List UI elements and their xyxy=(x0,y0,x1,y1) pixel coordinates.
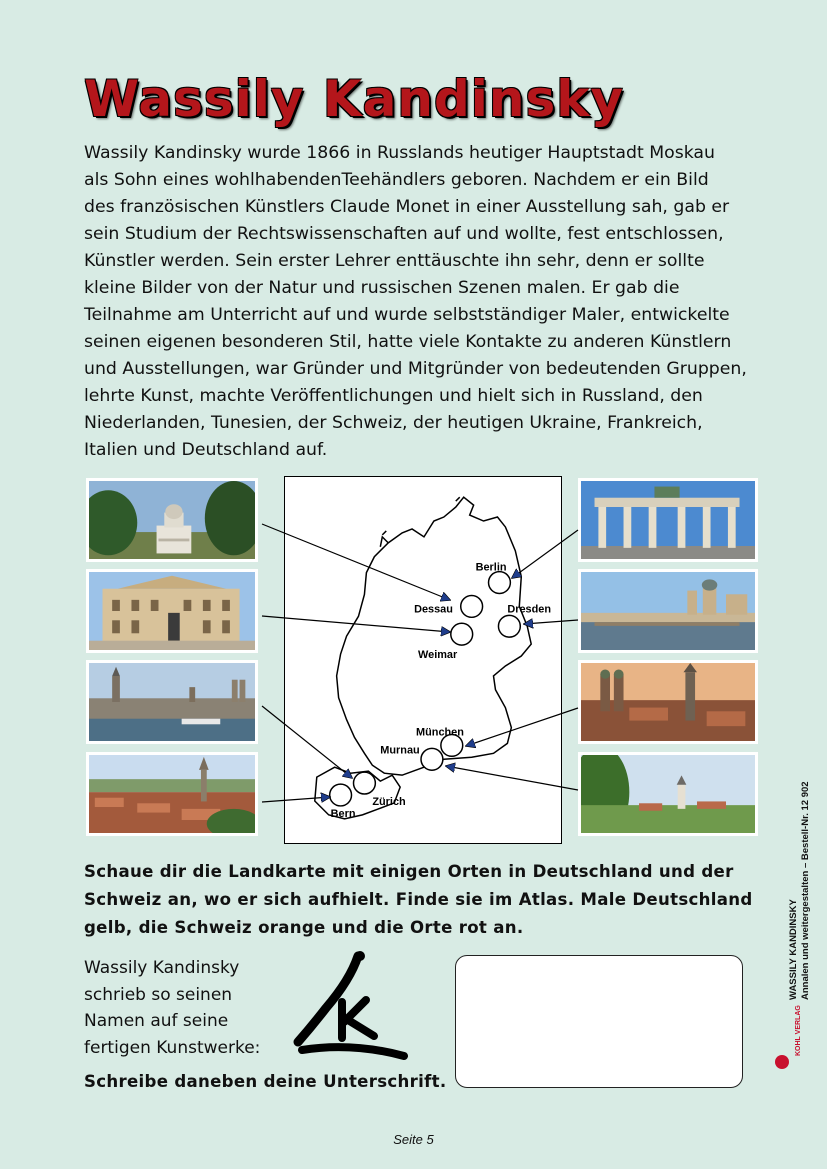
signature-line: Wassily Kandinsky xyxy=(84,958,240,978)
map-task-text xyxy=(84,858,774,942)
map-label-dresden: Dresden xyxy=(507,603,552,616)
photo-muenchen xyxy=(578,660,758,744)
photo-zurich xyxy=(86,660,258,744)
signature-line: Namen auf seine xyxy=(84,1011,229,1031)
signature-task: Schreibe daneben deine Unterschrift. xyxy=(84,1072,447,1091)
page-number: Seite 5 xyxy=(393,1132,434,1147)
signature-line: schrieb so seinen xyxy=(84,984,233,1005)
photo-bern xyxy=(86,752,258,836)
intro-line: Künstler werden. Sein erster Lehrer enttäuschte ihn sehr, denn er sollte xyxy=(84,251,705,271)
map-label-weimar: Weimar xyxy=(418,649,458,662)
map-label-bern: Bern xyxy=(330,807,356,820)
sidebar-order-info: Annalen und weitergestalten – Bestell-Nr. 12 902 xyxy=(800,781,811,1000)
sidebar-title: WASSILY KANDINSKY xyxy=(788,899,799,1000)
photo-dresden xyxy=(578,569,758,653)
intro-line: lehrte Kunst, machte Veröffentlichungen und hielt sich in Russland, den xyxy=(84,386,703,406)
intro-line: Teilnahme am Unterricht auf und wurde selbstständiger Maler, entwickelte xyxy=(84,305,730,325)
intro-line: Wassily Kandinsky wurde 1866 in Russlands heutiger Hauptstadt Moskau xyxy=(84,143,715,163)
intro-line: und Ausstellungen, war Gründer und Mitgründer von bedeutenden Gruppen, xyxy=(84,359,747,379)
intro-line: Italien und Deutschland auf. xyxy=(84,440,328,460)
map-label-berlin: Berlin xyxy=(475,561,507,574)
intro-line: Niederlanden, Tunesien, der Schweiz, der heutigen Ukraine, Frankreich, xyxy=(84,413,703,433)
intro-line: als Sohn eines wohlhabendenTeehändlers geboren. Nachdem er ein Bild xyxy=(84,170,709,190)
kandinsky-monogram xyxy=(292,950,414,1068)
intro-line: des französischen Künstlers Claude Monet in einer Ausstellung sah, gab er xyxy=(84,197,730,217)
intro-line: kleine Bilder von der Natur und russischen Szenen malen. Er gab die xyxy=(84,278,680,298)
signature-explanation xyxy=(84,955,294,1061)
signature-line: fertigen Kunstwerke: xyxy=(84,1037,261,1058)
photo-murnau xyxy=(578,752,758,836)
photo-berlin-gate xyxy=(578,478,758,562)
map-germany-switzerland xyxy=(284,476,562,844)
kohl-verlag-logo xyxy=(770,1002,806,1072)
intro-text xyxy=(84,140,784,464)
task-line: Schweiz an, wo er sich aufhielt. Finde sie im Atlas. Male Deutschland xyxy=(84,890,753,909)
logo-text: KOHL VERLAG xyxy=(795,1005,802,1056)
map-label-zuerich: Zürich xyxy=(372,795,406,808)
map-label-muenchen: München xyxy=(416,726,464,739)
signature-box[interactable] xyxy=(455,955,743,1088)
publisher-sidebar xyxy=(788,781,812,1000)
photo-weimar-theatre xyxy=(86,569,258,653)
map-label-murnau: Murnau xyxy=(380,744,420,757)
page-title: Wassily Kandinsky xyxy=(84,70,625,128)
task-line: gelb, die Schweiz orange und die Orte rot an. xyxy=(84,918,524,937)
task-line: Schaue dir die Landkarte mit einigen Orten in Deutschland und der xyxy=(84,862,734,881)
intro-line: seinen eigenen besonderen Stil, hatte viele Kontakte zu anderen Künstlern xyxy=(84,332,732,352)
intro-line: sein Studium der Rechtswissenschaften auf und wollte, fest entschlossen, xyxy=(84,224,724,244)
map-label-dessau: Dessau xyxy=(414,603,453,616)
photo-dessau-building xyxy=(86,478,258,562)
